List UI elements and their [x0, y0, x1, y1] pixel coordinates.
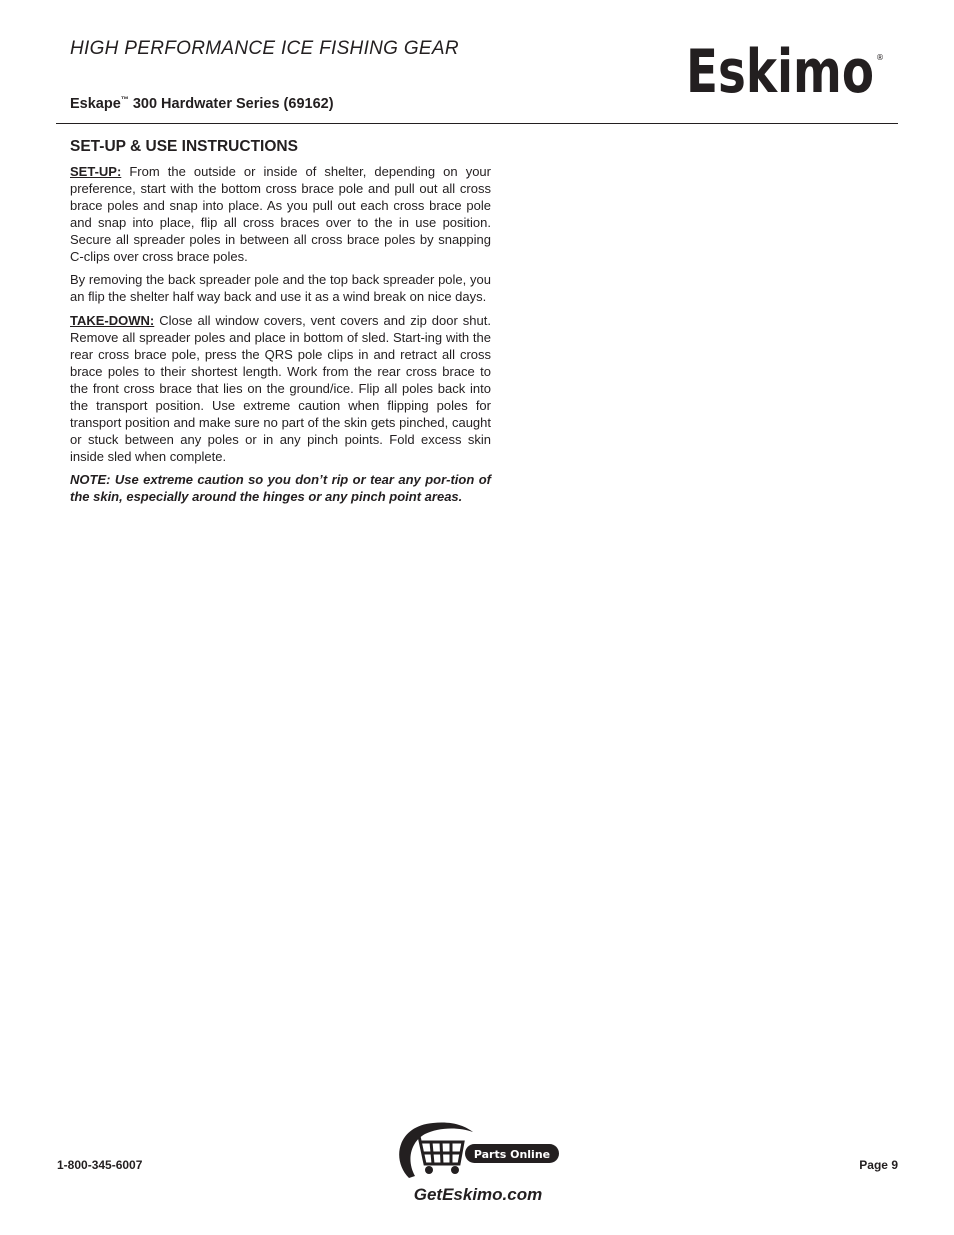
- setup-text: From the outside or inside of shelter, depending on your preference, start with the bottom cross brace pole and pull out all cross brace poles and snap into place. As you pull out each cross brace pole and snap into place, flip all cross braces over to the in use position. Secure all spreader poles in between all cross brace poles by snapping C-clips over cross brace poles.: [70, 164, 491, 264]
- product-title: [70, 96, 334, 112]
- phone-number: 1-800-345-6007: [57, 1158, 143, 1172]
- eskimo-logo: [686, 30, 886, 102]
- registered-mark: ®: [876, 53, 884, 62]
- takedown-paragraph: [70, 313, 491, 465]
- instructions-section: [70, 138, 491, 506]
- cart-wheel-left: [425, 1166, 433, 1174]
- setup-label: SET-UP:: [70, 164, 122, 179]
- wind-break-paragraph: By removing the back spreader pole and the top back spreader pole, you an flip the shelter half way back and use it as a wind break on nice days.: [70, 272, 491, 305]
- caution-note: NOTE: Use extreme caution so you don’t rip or tear any por-tion of the skin, especially around the hinges or any pinch point areas.: [70, 472, 491, 505]
- parts-online-logo[interactable]: [393, 1120, 563, 1182]
- setup-paragraph: [70, 164, 491, 265]
- page-number: Page 9: [859, 1158, 898, 1172]
- shopping-cart-icon: [411, 1136, 463, 1164]
- product-series: 300 Hardwater Series (69162): [128, 96, 334, 112]
- product-name: Eskape: [70, 96, 121, 112]
- header-tagline: HIGH PERFORMANCE ICE FISHING GEAR: [70, 38, 459, 59]
- section-heading: SET-UP & USE INSTRUCTIONS: [70, 138, 298, 155]
- takedown-label: TAKE-DOWN:: [70, 313, 155, 329]
- eskimo-logo-text: Eskimo: [686, 37, 874, 102]
- cart-wheel-right: [451, 1166, 459, 1174]
- header-divider: [56, 123, 898, 124]
- trademark-symbol: ™: [120, 95, 129, 104]
- website-link[interactable]: GetEskimo.com: [413, 1185, 543, 1204]
- takedown-text: Close all window covers, vent covers and zip door shut. Remove all spreader poles and place in bottom of sled. Start-ing with the rear cross brace pole, press the QRS pole clips in and retract all cross brace poles to their shortest length. Work from the rear cross brace to the front cross brace that lies on the ground/ice. Flip all poles back into the transport position. Use extreme caution when flipping poles for transport position and make sure no part of the skin gets pinched, caught or stuck between any poles or in any pinch points. Fold excess skin inside sled when complete.: [70, 313, 491, 464]
- parts-badge-text: Parts Online: [473, 1148, 551, 1161]
